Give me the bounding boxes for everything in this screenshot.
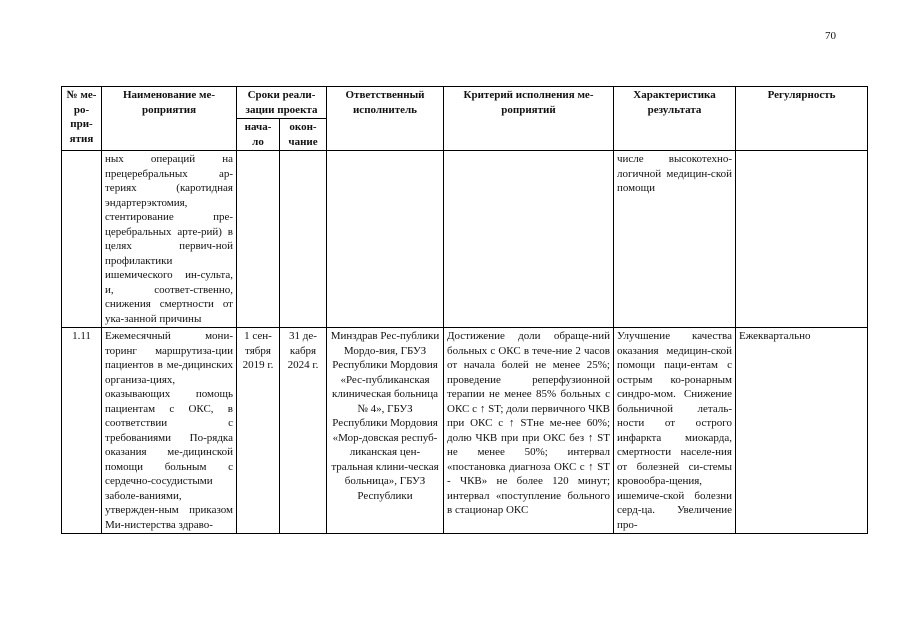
header-result: Характеристика результата	[614, 87, 736, 151]
row-end: 31 де-кабря 2024 г.	[280, 328, 327, 534]
row-result: Улучшение качества оказания медицин-ской помощи паци-ентам с острым ко-ронарным синдро-мом. Снижение больничной леталь-ности от острого инфаркта миокарда, смертности населе-ния от болезней си-стемы кровообра-щения, ишемиче-ской болезни серд-ца. Увеличение про-	[614, 328, 736, 534]
row-name: ных операций на прецеребральных ар-териях (каротидная эндартерэктомия, стентирование пре-церебральных арте-рий) в целях первич-ной профилактики ишемического ин-сульта, и, соответ-ственно, снижения смертности от ука-занной причины	[102, 151, 237, 328]
row-num	[62, 151, 102, 328]
row-criterion: Достижение доли обраще-ний больных с ОКС в тече-ние 2 часов от начала болей не менее 25%; проведение реперфузионной терапии не менее 85% больных с ОКС с ↑ ST; доли первичного ЧКВ при ОКС с ↑ STне ме-нее 60%; долю ЧКВ при при ОКС без ↑ ST не менее 50%; интервал «постановка диагноза ОКС с ↑ ST - ЧКВ» не более 120 минут; интервал «поступление больного в стационар ОКС	[444, 328, 614, 534]
row-responsible	[327, 151, 444, 328]
header-responsible: Ответственный исполнитель	[327, 87, 444, 151]
row-end	[280, 151, 327, 328]
header-regularity: Регулярность	[736, 87, 868, 151]
table-row	[62, 151, 868, 328]
header-num: № ме-ро-при-ятия	[62, 87, 102, 151]
row-regularity: Ежеквартально	[736, 328, 868, 534]
header-name: Наименование ме-роприятия	[102, 87, 237, 151]
header-criterion: Критерий исполнения ме-роприятий	[444, 87, 614, 151]
row-responsible: Минздрав Рес-публики Мордо-вия, ГБУЗ Республики Мордовия «Рес-публиканская клиническая больница № 4», ГБУЗ Республики Мордовия «Мор-довская респуб-ликанская цен-тральная клини-ческая больница», ГБУЗ Республики	[327, 328, 444, 534]
table-row	[62, 328, 868, 534]
header-row	[62, 87, 868, 119]
row-result: числе высокотехно-логичной медицин-ской помощи	[614, 151, 736, 328]
row-name: Ежемесячный мони-торинг маршрутиза-ции пациентов в ме-дицинских организа-циях, оказывающих помощь пациентам с ОКС, в соответствии с требованиями По-рядка оказания ме-дицинской помощи больным с сердечно-сосудистыми заболе-ваниями, утвержден-ным приказом Ми-нистерства здраво-	[102, 328, 237, 534]
row-regularity	[736, 151, 868, 328]
row-num: 1.11	[62, 328, 102, 534]
row-start	[237, 151, 280, 328]
row-criterion	[444, 151, 614, 328]
header-start: нача-ло	[237, 119, 280, 151]
header-terms: Сроки реали-зации проекта	[237, 87, 327, 119]
row-start: 1 сен-тября 2019 г.	[237, 328, 280, 534]
header-end: окон-чание	[280, 119, 327, 151]
page-number: 70	[825, 30, 836, 42]
action-plan-table	[61, 86, 868, 534]
